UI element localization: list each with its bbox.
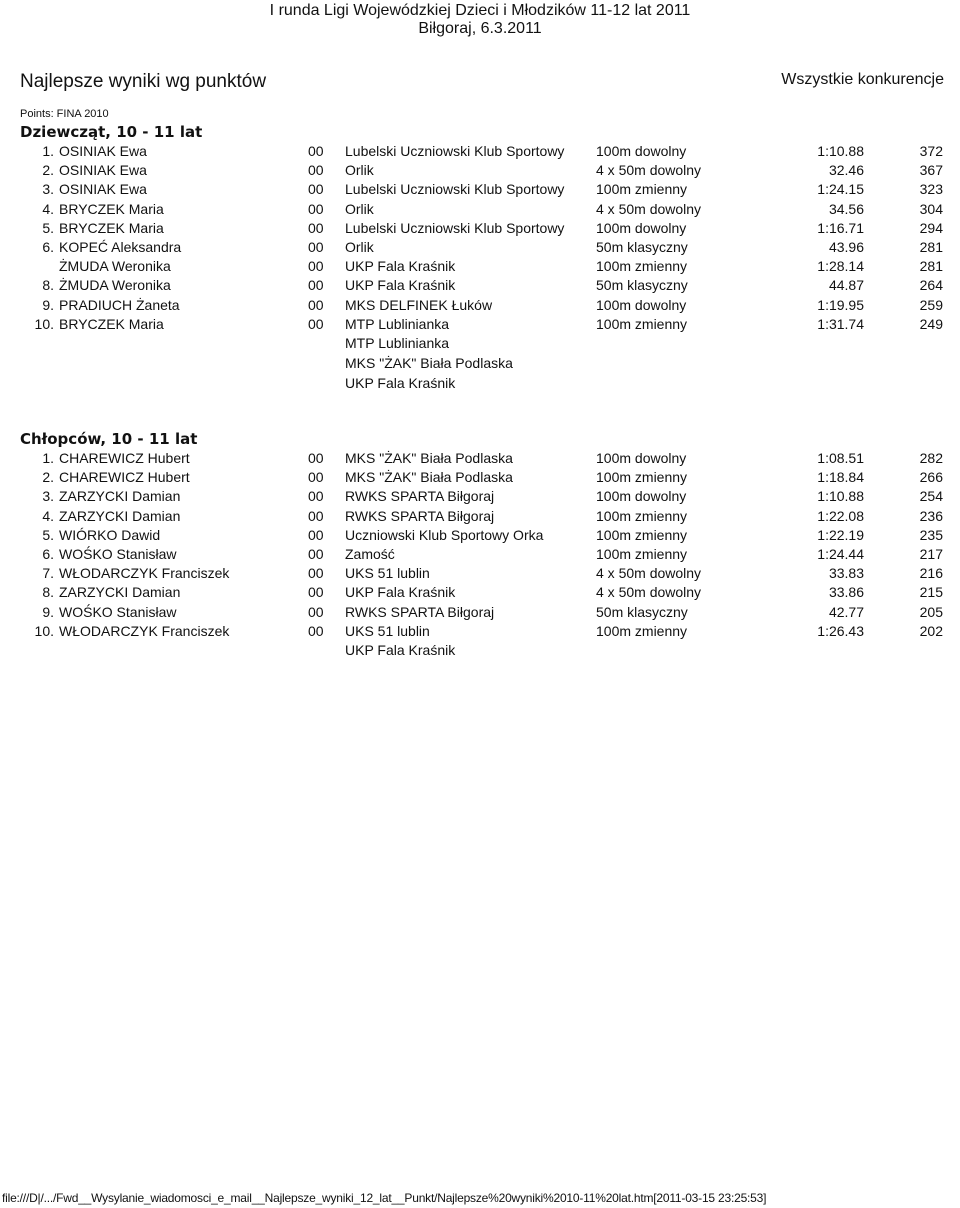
- club-name: MTP Lublinianka: [345, 334, 450, 351]
- result-points: 259: [919, 296, 943, 313]
- result-row: [0, 162, 960, 181]
- result-place: 7.: [42, 565, 54, 582]
- club-name: RWKS SPARTA Biłgoraj: [345, 507, 495, 524]
- birth-year: 00: [308, 181, 324, 198]
- result-place: 10.: [34, 622, 54, 639]
- competition-title: I runda Ligi Wojewódzkiej Dzieci i Młodzików 11-12 lat 2011: [269, 2, 691, 19]
- club-name: UKS 51 lublin: [345, 565, 430, 582]
- result-time: 33.83: [828, 565, 864, 582]
- competition-place-date: Biłgoraj, 6.3.2011: [418, 20, 542, 37]
- result-time: 44.87: [828, 277, 864, 294]
- event-name: 4 x 50m dowolny: [596, 162, 702, 179]
- result-place: 5.: [42, 219, 54, 236]
- result-time: 1:16.71: [817, 219, 864, 236]
- swimmer-name: CHAREWICZ Hubert: [59, 450, 190, 466]
- club-name: Uczniowski Klub Sportowy Orka: [345, 526, 544, 543]
- result-time: 1:24.15: [817, 181, 864, 198]
- swimmer-name: CHAREWICZ Hubert: [59, 469, 190, 486]
- result-time: 1:24.44: [817, 545, 864, 562]
- result-row: [0, 584, 960, 603]
- swimmer-name: OSINIAK Ewa: [59, 162, 147, 179]
- birth-year: 00: [308, 315, 324, 332]
- result-time: 1:28.14: [817, 258, 864, 275]
- swimmer-name: OSINIAK Ewa: [59, 143, 147, 159]
- result-points: 372: [919, 143, 943, 159]
- club-name: UKP Fala Kraśnik: [345, 641, 456, 658]
- club-name: UKP Fala Kraśnik: [345, 258, 456, 275]
- swimmer-name: ZARZYCKI Damian: [59, 584, 181, 601]
- club-name: MKS "ŻAK" Biała Podlaska: [345, 354, 513, 371]
- swimmer-name: PRADIUCH Żaneta: [59, 296, 180, 313]
- result-place: 3.: [42, 181, 54, 198]
- result-row: [0, 565, 960, 584]
- result-points: 205: [919, 603, 943, 620]
- girls-section-title: Dziewcząt, 10 - 11 lat: [20, 123, 203, 141]
- result-place: 1.: [42, 143, 54, 159]
- club-name: RWKS SPARTA Biłgoraj: [345, 603, 495, 620]
- report-scope: Wszystkie konkurencje: [781, 71, 944, 88]
- birth-year: 00: [308, 258, 324, 275]
- club-name: Zamość: [345, 545, 395, 562]
- extra-club-line: [0, 355, 960, 375]
- event-name: 100m zmienny: [596, 526, 688, 543]
- result-row: [0, 143, 960, 162]
- birth-year: 00: [308, 584, 324, 601]
- result-points: 216: [919, 565, 943, 582]
- event-name: 4 x 50m dowolny: [596, 200, 702, 217]
- birth-year: 00: [308, 469, 324, 486]
- boys-results-table: [0, 450, 960, 662]
- birth-year: 00: [308, 565, 324, 582]
- event-name: 50m klasyczny: [596, 238, 688, 255]
- swimmer-name: ŻMUDA Weronika: [59, 258, 171, 275]
- result-points: 323: [919, 181, 943, 198]
- extra-club-line: [0, 642, 960, 662]
- result-time: 1:08.51: [817, 450, 864, 466]
- result-row: [0, 181, 960, 200]
- result-row: [0, 450, 960, 469]
- event-name: 100m zmienny: [596, 622, 688, 639]
- birth-year: 00: [308, 545, 324, 562]
- result-place: 6.: [42, 238, 54, 255]
- club-name: UKP Fala Kraśnik: [345, 277, 456, 294]
- result-place: 2.: [42, 469, 54, 486]
- girls-results-table: [0, 143, 960, 395]
- result-time: 1:10.88: [817, 488, 864, 505]
- result-place: 8.: [42, 277, 54, 294]
- result-place: 3.: [42, 488, 54, 505]
- event-name: 50m klasyczny: [596, 277, 688, 294]
- result-row: [0, 623, 960, 642]
- result-place: 9.: [42, 603, 54, 620]
- event-name: 100m dowolny: [596, 296, 687, 313]
- result-time: 1:10.88: [817, 143, 864, 159]
- birth-year: 00: [308, 143, 324, 159]
- swimmer-name: WŁODARCZYK Franciszek: [59, 565, 230, 582]
- event-name: 100m zmienny: [596, 545, 688, 562]
- result-time: 1:22.08: [817, 507, 864, 524]
- result-points: 304: [919, 200, 943, 217]
- result-time: 42.77: [828, 603, 864, 620]
- boys-section-title: Chłopców, 10 - 11 lat: [20, 430, 198, 448]
- event-name: 100m dowolny: [596, 143, 687, 159]
- result-points: 367: [919, 162, 943, 179]
- club-name: Orlik: [345, 200, 374, 217]
- swimmer-name: ZARZYCKI Damian: [59, 507, 181, 524]
- swimmer-name: ŻMUDA Weronika: [59, 277, 171, 294]
- event-name: 50m klasyczny: [596, 603, 688, 620]
- event-name: 100m zmienny: [596, 315, 688, 332]
- swimmer-name: BRYCZEK Maria: [59, 315, 164, 332]
- birth-year: 00: [308, 238, 324, 255]
- result-place: 1.: [42, 450, 54, 466]
- result-points: 294: [919, 219, 943, 236]
- club-name: MKS "ŻAK" Biała Podlaska: [345, 450, 513, 466]
- extra-club-line: [0, 335, 960, 355]
- swimmer-name: BRYCZEK Maria: [59, 219, 164, 236]
- result-points: 266: [919, 469, 943, 486]
- result-time: 34.56: [828, 200, 864, 217]
- report-title: Najlepsze wyniki wg punktów: [20, 71, 267, 92]
- result-row: [0, 239, 960, 258]
- swimmer-name: WIÓRKO Dawid: [59, 526, 161, 543]
- result-row: [0, 316, 960, 335]
- result-time: 32.46: [828, 162, 864, 179]
- file-path-footer: file:///D|/.../Fwd__Wysylanie_wiadomosci_e_mail__Najlepsze_wyniki_12_lat__Punkt/Najlepsze%20wyniki%2010-11%20lat.htm[2011-03-15 23:25:53]: [2, 1191, 767, 1205]
- event-name: 100m zmienny: [596, 181, 688, 198]
- club-name: MKS "ŻAK" Biała Podlaska: [345, 469, 513, 486]
- result-points: 281: [919, 258, 943, 275]
- club-name: Orlik: [345, 238, 374, 255]
- result-row: [0, 488, 960, 507]
- result-place: 4.: [42, 200, 54, 217]
- birth-year: 00: [308, 622, 324, 639]
- event-name: 100m dowolny: [596, 488, 687, 505]
- club-name: UKS 51 lublin: [345, 622, 430, 639]
- result-time: 1:31.74: [817, 315, 864, 332]
- birth-year: 00: [308, 603, 324, 620]
- result-place: 6.: [42, 545, 54, 562]
- birth-year: 00: [308, 162, 324, 179]
- result-time: 1:26.43: [817, 622, 864, 639]
- swimmer-name: BRYCZEK Maria: [59, 200, 164, 217]
- event-name: 100m zmienny: [596, 258, 688, 275]
- result-points: 282: [919, 450, 943, 466]
- result-time: 1:22.19: [817, 526, 864, 543]
- result-row: [0, 277, 960, 296]
- birth-year: 00: [308, 507, 324, 524]
- result-row: [0, 258, 960, 277]
- club-name: Lubelski Uczniowski Klub Sportowy: [345, 143, 565, 159]
- birth-year: 00: [308, 219, 324, 236]
- club-name: Lubelski Uczniowski Klub Sportowy: [345, 219, 565, 236]
- birth-year: 00: [308, 200, 324, 217]
- result-time: 33.86: [828, 584, 864, 601]
- event-name: 4 x 50m dowolny: [596, 584, 702, 601]
- event-name: 4 x 50m dowolny: [596, 565, 702, 582]
- birth-year: 00: [308, 488, 324, 505]
- club-name: UKP Fala Kraśnik: [345, 584, 456, 601]
- result-time: 43.96: [828, 238, 864, 255]
- swimmer-name: WOŚKO Stanisław: [59, 545, 177, 562]
- result-row: [0, 527, 960, 546]
- result-place: 2.: [42, 162, 54, 179]
- result-points: 264: [919, 277, 943, 294]
- swimmer-name: WOŚKO Stanisław: [59, 603, 177, 620]
- result-row: [0, 546, 960, 565]
- result-points: 254: [919, 488, 943, 505]
- result-row: [0, 508, 960, 527]
- birth-year: 00: [308, 450, 324, 466]
- result-points: 236: [919, 507, 943, 524]
- club-name: Lubelski Uczniowski Klub Sportowy: [345, 181, 565, 198]
- club-name: MKS DELFINEK Łuków: [345, 296, 493, 313]
- result-points: 215: [919, 584, 943, 601]
- result-points: 281: [919, 238, 943, 255]
- result-place: 4.: [42, 507, 54, 524]
- birth-year: 00: [308, 277, 324, 294]
- extra-club-line: [0, 375, 960, 395]
- club-name: UKP Fala Kraśnik: [345, 374, 456, 391]
- result-row: [0, 297, 960, 316]
- event-name: 100m zmienny: [596, 507, 688, 524]
- swimmer-name: WŁODARCZYK Franciszek: [59, 622, 230, 639]
- result-place: 10.: [34, 315, 54, 332]
- birth-year: 00: [308, 526, 324, 543]
- result-time: 1:19.95: [817, 296, 864, 313]
- swimmer-name: ZARZYCKI Damian: [59, 488, 181, 505]
- result-time: 1:18.84: [817, 469, 864, 486]
- result-points: 235: [919, 526, 943, 543]
- club-name: RWKS SPARTA Biłgoraj: [345, 488, 495, 505]
- result-place: 5.: [42, 526, 54, 543]
- club-name: Orlik: [345, 162, 374, 179]
- result-row: [0, 201, 960, 220]
- result-points: 217: [919, 545, 943, 562]
- event-name: 100m zmienny: [596, 469, 688, 486]
- result-points: 202: [919, 622, 943, 639]
- result-row: [0, 220, 960, 239]
- result-row: [0, 469, 960, 488]
- birth-year: 00: [308, 296, 324, 313]
- swimmer-name: OSINIAK Ewa: [59, 181, 147, 198]
- event-name: 100m dowolny: [596, 450, 687, 466]
- club-name: MTP Lublinianka: [345, 315, 450, 332]
- result-place: 9.: [42, 296, 54, 313]
- result-place: 8.: [42, 584, 54, 601]
- result-row: [0, 604, 960, 623]
- event-name: 100m dowolny: [596, 219, 687, 236]
- points-note: Points: FINA 2010: [20, 108, 109, 120]
- result-points: 249: [919, 315, 943, 332]
- swimmer-name: KOPEĆ Aleksandra: [59, 238, 182, 255]
